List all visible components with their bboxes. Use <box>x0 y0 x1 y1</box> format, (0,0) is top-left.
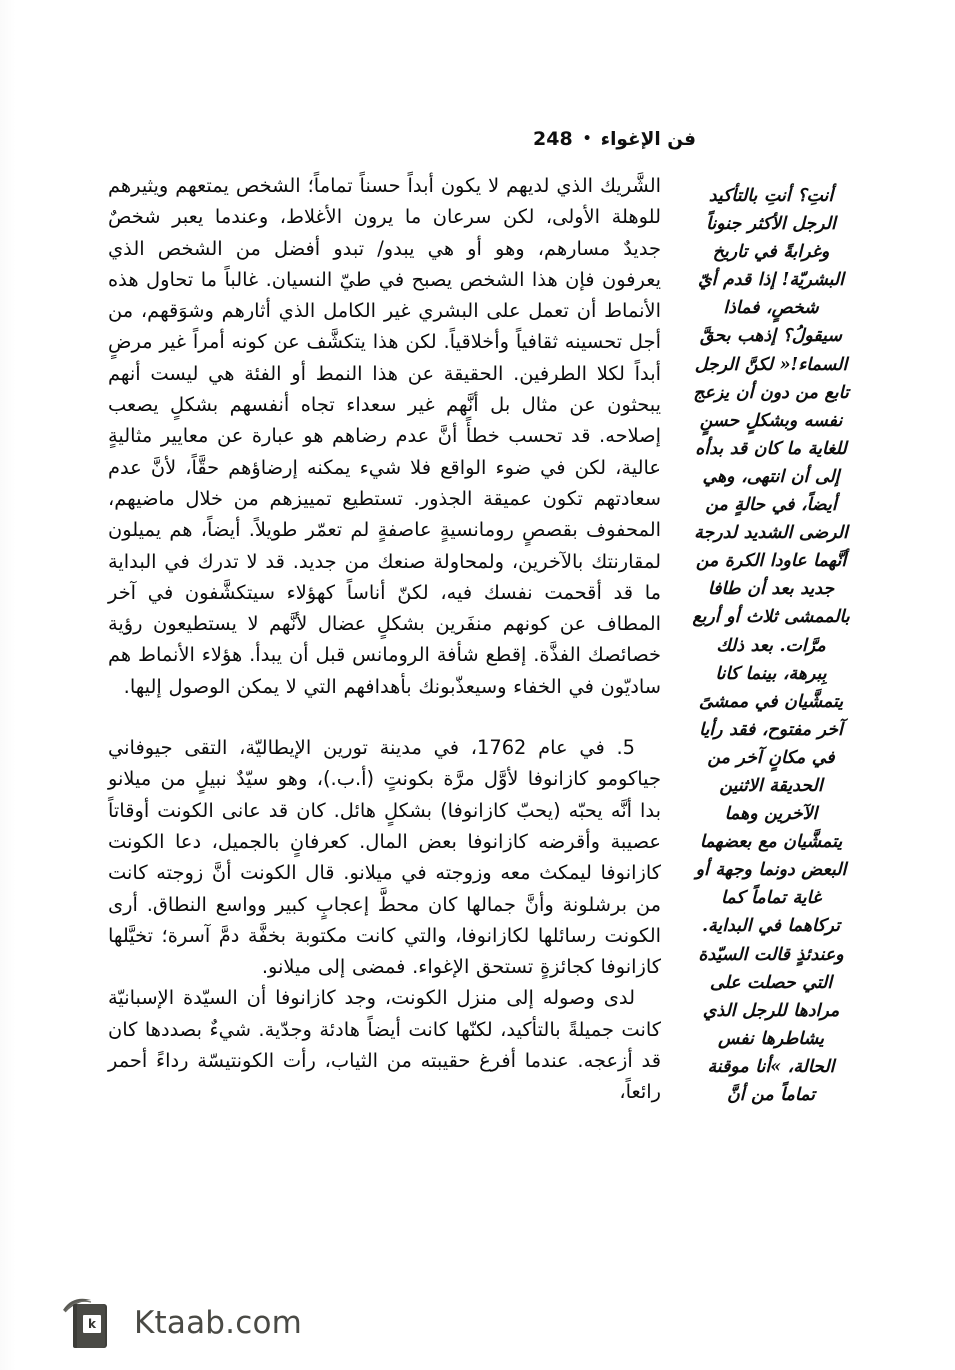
ktaab-book-icon <box>62 1294 120 1352</box>
page-edge-shadow <box>0 0 16 1370</box>
page-body <box>100 170 850 1245</box>
margin-note-column <box>692 182 850 1109</box>
paragraph-3: لدى وصوله إلى منزل الكونت، وجد كازانوفا أن السيّدة الإسبانيّة كانت جميلةً بالتأكيد، لكنّها كانت أيضاً هادئة وجدّية. شيءٌ بصددها كان قد أزعجه. عندما أفرغ حقيبته من الثياب، رأت الكونتيسّة رداءً أحمر رائعاً، <box>108 986 661 1104</box>
running-head <box>533 128 833 150</box>
page-number: 248 <box>533 128 573 150</box>
running-head-separator-dot: • <box>582 131 592 147</box>
running-head-book-title: فن الإغواء <box>600 129 696 150</box>
paragraph-1: الشَّريك الذي لديهم لا يكون أبداً حسناً تماماً؛ الشخص يمتعهم ويثيرهم للوهلة الأولى، لكن سرعان ما يرون الأغلاط، وعندما يعبر شخصٌ جديدٌ مسارهم، وهو أو هي يبدو/ تبدو أفضل من الشخص الذي يعرفون فإن هذا الشخص يصبح في طيّ النسيان. غالباً ما تحاول هذه الأنماط أن تعمل على البشري غير الكامل الذي أثارهم وشوَقهم، من أجل تحسينه ثقافياً وأخلاقياً. لكن هذا يتكشَّف عن كونه أمراً غير مرضٍ أبداً لكلا الطرفين. الحقيقة عن هذا النمط أو الفئة هي ليست أنهم يبحثون عن مثال بل أنَّهم غير سعداء تجاه أنفسهم بشكلٍ يصعب إصلاحه. قد تحسب خطأً أنَّ عدم رضاهم هو عبارة عن معايير مثاليةٍ عالية، لكن في ضوء الواقع فلا شيء يمكنه إرضاؤهم حقَّاً، لأنَّ عدم سعادتهم تكون عميقة الجذور. تستطيع تمييزهم من خلال ماضيهم، المحفوف بقصصٍ رومانسيةٍ عاصفةٍ لم تعمّر طويلاً. أيضاً، هم يميلون لمقارنتك بالآخرين، ولمحاولة صنعك من جديد. قد لا تدرك في البداية ما قد أقحمت نفسك فيه، لكنّ أناساً كهؤلاء سيتكشَّفون في آخر المطاف عن كونهم منفَرين بشكلٍ عضال لأنَّهم لا يستطيعون رؤية خصائصك الفذَّة. إقطع شأفة الرومانس قبل أن يبدأ. هؤلاء الأنماط هم ساديّون في الخفاء وسيعذّبونك بأهدافهم التي لا يمكن الوصول إليها. <box>108 174 661 698</box>
paragraph-2: 5. في عام 1762، في مدينة تورين الإيطاليّة، التقى جيوفاني جياكومو كازانوفا لأوَّل مرَّة بكونتٍ (أ.ب.)، وهو سيّدٌ نبيلٍ من ميلانو بدا أنَّه يحبّه (يحبّ كازانوفا) بشكلٍ هائل. كان قد عانى الكونت أوقاتاً عصيبة وأقرضه كازانوفا بعض المال. كعرفانٍ بالجميل، دعا الكونت كازانوفا ليمكث معه وزوجته في ميلانو. قال الكونت أنَّ زوجته كانت من برشلونة وأنَّ جمالها كان محطَّ إعجابٍ كبير وواسع النطاق. أرى الكونت رسائلها لكازانوفا، والتي كانت مكتوبة بخفَّة دمَّ آسرة؛ تخيَّلها كازانوفا كجائزةٍ تستحق الإغواء. فمضى إلى ميلانو. <box>108 736 661 979</box>
main-text-column <box>108 170 661 1108</box>
ktaab-logo-letter: k <box>83 1315 101 1333</box>
site-watermark <box>62 1294 302 1352</box>
watermark-site-name: Ktaab.com <box>134 1305 303 1341</box>
margin-note-text: أنتِ؟ أنتِ بالتأكيد الرجل الأكثر جنوناً وغرابةً في تاريخ البشريّة! إذا قدم أيّ شخصٍ، فماذا سيقولُ؟ إذهب بحقَّ السماء!« لكنَّ الرجل تابع من دون أن يزعج نفسه وبشكلٍ حسنٍ للغاية ما كان قد بدأه إلى أن انتهى، وهي أيضاً، في حالةٍ من الرضى الشديد لدرجة أنَّهما عاودا الكرة من جديد بعد أن طافا بالممشى ثلاث أو أربع مرَّات. بعد ذلك بِبرهة، بينما كانا يتمشَّيان في ممشىً آخر مفتوح، فقد رأيا في مكانٍ آخر من الحديقة الاثنين الآخرين وهما يتمشَّيان مع بعضهما البعض دونما وجهة أو غاية تماماً كما تركاهما في البداية. وعندئذٍ قالت السيّدة التي حصلت على مرادها للرجل الذي يشاطرها نفس الحالة، »أنا موقنة تماماً من أنَّ <box>692 186 850 1105</box>
